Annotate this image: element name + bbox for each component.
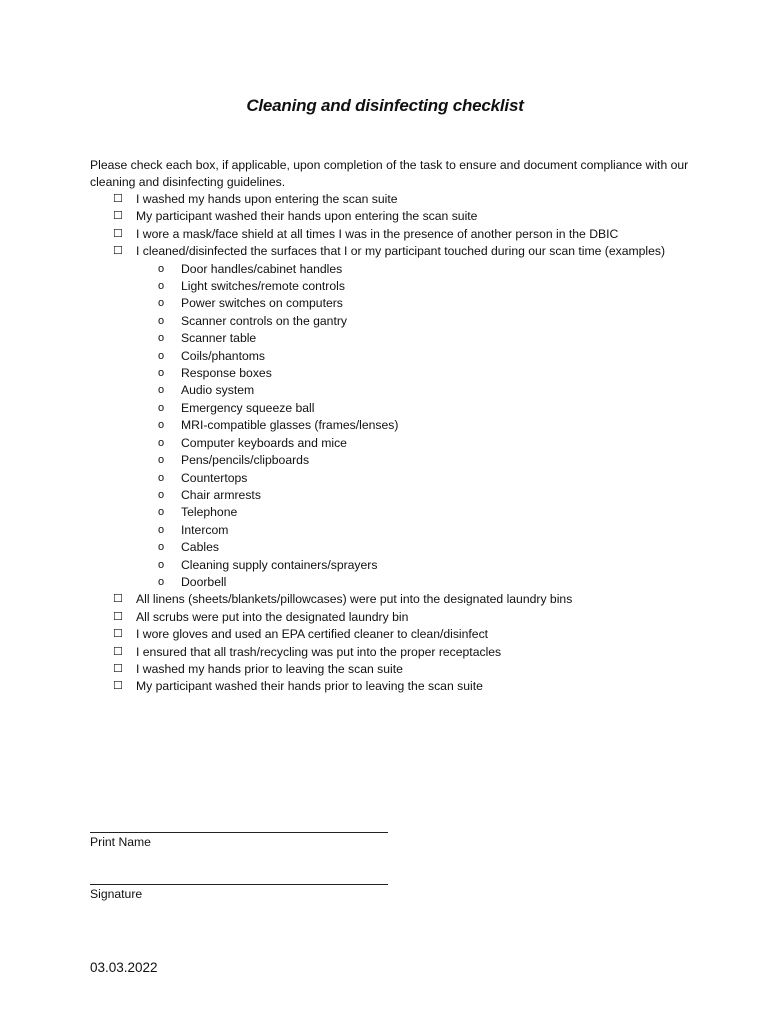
checkbox-icon[interactable]: ☐ xyxy=(113,193,123,205)
checklist-item-label: All linens (sheets/blankets/pillowcases) were put into the designated laundry bins xyxy=(136,592,573,607)
example-item-label: Cables xyxy=(181,540,219,555)
checklist-item-label: I wore a mask/face shield at all times I was in the presence of another person in the DBIC xyxy=(136,226,619,241)
example-item-label: Pens/pencils/clipboards xyxy=(181,453,310,468)
checklist-item xyxy=(0,626,770,643)
intro-paragraph: Please check each box, if applicable, upon completion of the task to ensure and document compliance with our cleaning and disinfecting guidelines. xyxy=(90,158,689,190)
example-item xyxy=(136,330,710,347)
checklist-item-label: I ensured that all trash/recycling was put into the proper receptacles xyxy=(136,644,502,659)
checkbox-icon[interactable]: ☐ xyxy=(113,645,123,658)
example-item-label: Light switches/remote controls xyxy=(181,279,345,294)
example-item-label: Intercom xyxy=(181,522,229,537)
bullet-icon: o xyxy=(158,471,165,484)
checkbox-icon[interactable]: ☐ xyxy=(113,245,123,258)
signature-line[interactable] xyxy=(90,884,388,885)
checklist-item xyxy=(0,591,770,608)
example-item xyxy=(136,295,710,312)
example-item-label: Response boxes xyxy=(181,366,272,381)
checklist-item-label: I wore gloves and used an EPA certified cleaner to clean/disinfect xyxy=(136,627,489,642)
bullet-icon: o xyxy=(158,506,165,519)
checklist-item xyxy=(0,191,770,208)
checklist-item xyxy=(0,661,770,678)
print-name-label: Print Name xyxy=(90,835,151,849)
example-item-label: Power switches on computers xyxy=(181,296,343,311)
checklist-item xyxy=(0,644,770,661)
bullet-icon: o xyxy=(158,436,165,449)
example-item xyxy=(136,557,710,574)
checkbox-icon[interactable]: ☐ xyxy=(113,628,123,641)
example-item-label: MRI-compatible glasses (frames/lenses) xyxy=(181,418,399,433)
checklist-item xyxy=(0,208,770,225)
checklist-item xyxy=(0,678,770,695)
example-item xyxy=(136,365,710,382)
document-date: 03.03.2022 xyxy=(90,960,158,975)
bullet-icon: o xyxy=(158,314,165,327)
example-item-label: Door handles/cabinet handles xyxy=(181,261,343,276)
bullet-icon: o xyxy=(158,401,165,414)
checklist-item xyxy=(0,609,770,626)
checkbox-icon[interactable]: ☐ xyxy=(113,610,123,623)
example-item-label: Chair armrests xyxy=(181,487,261,502)
bullet-icon: o xyxy=(158,332,165,345)
example-item xyxy=(136,522,710,539)
document-title: Cleaning and disinfecting checklist xyxy=(246,96,524,115)
example-item-label: Coils/phantoms xyxy=(181,348,265,363)
example-item-label: Countertops xyxy=(181,470,248,485)
bullet-icon: o xyxy=(158,280,165,293)
bullet-icon: o xyxy=(158,558,165,571)
bullet-icon: o xyxy=(158,419,165,432)
example-item xyxy=(136,400,710,417)
bullet-icon: o xyxy=(158,384,165,397)
example-item-label: Computer keyboards and mice xyxy=(181,435,347,450)
checklist-item xyxy=(0,226,770,243)
checklist-item-label: My participant washed their hands upon entering the scan suite xyxy=(136,209,478,224)
bullet-icon: o xyxy=(158,575,165,588)
checklist-item-label: I washed my hands prior to leaving the scan suite xyxy=(136,661,403,676)
example-item xyxy=(136,452,710,469)
bullet-icon: o xyxy=(158,541,165,554)
checkbox-icon[interactable]: ☐ xyxy=(113,227,123,240)
bullet-icon: o xyxy=(158,454,165,467)
bullet-icon: o xyxy=(158,262,165,275)
bullet-icon: o xyxy=(158,367,165,380)
example-item xyxy=(136,348,710,365)
example-item xyxy=(136,539,710,556)
checkbox-icon[interactable]: ☐ xyxy=(113,662,123,675)
example-item-label: Telephone xyxy=(181,505,238,520)
print-name-line[interactable] xyxy=(90,832,388,833)
bullet-icon: o xyxy=(158,488,165,501)
checklist-item xyxy=(0,243,770,591)
bullet-icon: o xyxy=(158,523,165,536)
example-item-label: Scanner controls on the gantry xyxy=(181,313,347,328)
example-item xyxy=(136,417,710,434)
bullet-icon: o xyxy=(158,349,165,362)
examples-list xyxy=(136,261,710,592)
example-item xyxy=(136,435,710,452)
checklist xyxy=(0,191,770,696)
example-item xyxy=(136,470,710,487)
example-item-label: Doorbell xyxy=(181,574,227,589)
example-item xyxy=(136,504,710,521)
signature-label: Signature xyxy=(90,887,143,901)
checklist-item-label: My participant washed their hands prior to leaving the scan suite xyxy=(136,679,483,694)
bullet-icon: o xyxy=(158,297,165,310)
example-item-label: Cleaning supply containers/sprayers xyxy=(181,557,378,572)
example-item-label: Emergency squeeze ball xyxy=(181,400,315,415)
checklist-item-label: I cleaned/disinfected the surfaces that I or my participant touched during our scan time (examples) xyxy=(136,244,666,259)
example-item-label: Scanner table xyxy=(181,331,257,346)
checkbox-icon[interactable]: ☐ xyxy=(113,680,123,693)
checklist-item-label: All scrubs were put into the designated laundry bin xyxy=(136,609,409,624)
example-item xyxy=(136,261,710,278)
checklist-item-label: I washed my hands upon entering the scan suite xyxy=(136,192,398,206)
checkbox-icon[interactable]: ☐ xyxy=(113,210,123,223)
example-item xyxy=(136,278,710,295)
example-item xyxy=(136,313,710,330)
example-item xyxy=(136,382,710,399)
example-item xyxy=(136,574,710,591)
checkbox-icon[interactable]: ☐ xyxy=(113,593,123,606)
example-item-label: Audio system xyxy=(181,383,255,398)
example-item xyxy=(136,487,710,504)
